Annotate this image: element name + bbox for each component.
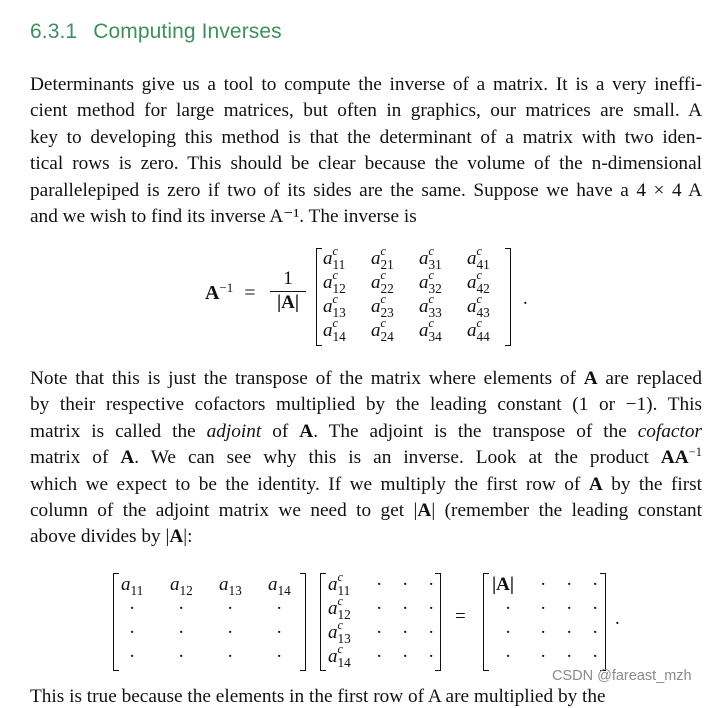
dot-entry: · bbox=[376, 574, 383, 595]
dot-entry: · bbox=[129, 622, 136, 643]
left-bracket bbox=[320, 573, 326, 671]
dot-entry: · bbox=[178, 598, 185, 619]
text-line: tical rows is zero. This should be clear because the volume of the n-dimensional bbox=[30, 153, 702, 175]
right-bracket bbox=[435, 573, 441, 671]
dot-entry: · bbox=[540, 622, 547, 643]
dot-entry: · bbox=[592, 598, 599, 619]
dot-entry: · bbox=[566, 646, 573, 667]
section-heading bbox=[30, 20, 282, 44]
right-bracket bbox=[300, 573, 306, 671]
dot-entry: · bbox=[428, 574, 435, 595]
dot-entry: · bbox=[178, 646, 185, 667]
matrix-cell: a c $_{43}$ bbox=[467, 291, 490, 320]
matrix-cell: a c $_{11}$ bbox=[323, 243, 346, 272]
matrix-cell: $a_{12}$ bbox=[170, 574, 193, 598]
matrix-cell: a c $_{23}$ bbox=[371, 291, 394, 320]
matrix-cell: a c $_{13}$ bbox=[323, 291, 346, 320]
dot-entry: · bbox=[376, 622, 383, 643]
dot-entry: · bbox=[227, 622, 234, 643]
dot-entry: · bbox=[227, 598, 234, 619]
dot-entry: · bbox=[540, 646, 547, 667]
matrix-cell: $a_{11}$ bbox=[121, 574, 144, 598]
dot-entry: · bbox=[592, 622, 599, 643]
dot-entry: · bbox=[129, 598, 136, 619]
matrix-cell: a c $_{21}$ bbox=[371, 243, 394, 272]
matrix-cell: a c $_{32}$ bbox=[419, 267, 442, 296]
dot-entry: · bbox=[540, 574, 547, 595]
dot-entry: · bbox=[402, 598, 409, 619]
right-bracket bbox=[505, 248, 511, 346]
right-bracket bbox=[600, 573, 606, 671]
matrix-cell: a c $_{33}$ bbox=[419, 291, 442, 320]
matrix-cell: a c $_{12}$ bbox=[328, 593, 351, 622]
matrix-cell: a c $_{24}$ bbox=[371, 315, 394, 344]
dot-entry: · bbox=[402, 574, 409, 595]
section-number: 6.3.1 bbox=[30, 20, 78, 43]
matrix-cell: a c $_{31}$ bbox=[419, 243, 442, 272]
dot-entry: · bbox=[540, 598, 547, 619]
matrix-cell: a c $_{14}$ bbox=[323, 315, 346, 344]
text-line: key to developing this method is that the determinant of a matrix with two iden- bbox=[30, 126, 702, 148]
dot-entry: · bbox=[566, 598, 573, 619]
matrix-cell: a c $_{44}$ bbox=[467, 315, 490, 344]
text-line: Note that this is just the transpose of the matrix where elements of A are replaced bbox=[30, 368, 702, 389]
text-line: matrix of A. We can see why this is an inverse. Look at the product $AA^{-1}$ bbox=[30, 445, 702, 469]
dot-entry: · bbox=[276, 598, 283, 619]
dot-entry: · bbox=[227, 646, 234, 667]
dot-entry: · bbox=[428, 622, 435, 643]
matrix-cell: a c $_{14}$ bbox=[328, 641, 351, 670]
left-bracket bbox=[316, 248, 322, 346]
dot-entry: · bbox=[592, 646, 599, 667]
dot-entry: · bbox=[566, 574, 573, 595]
matrix-cell: $a_{13}$ bbox=[219, 574, 242, 598]
text-line: cient method for large matrices, but often in graphics, our matrices are small. A bbox=[30, 100, 702, 122]
dot-entry: · bbox=[129, 646, 136, 667]
section-title: Computing Inverses bbox=[93, 20, 282, 43]
dot-entry: · bbox=[178, 622, 185, 643]
matrix-cell: $a_{14}$ bbox=[268, 574, 291, 598]
matrix-cell: a c $_{22}$ bbox=[371, 267, 394, 296]
text-line: Determinants give us a tool to compute the inverse of a matrix. It is a very ineffi- bbox=[30, 74, 702, 95]
dot-entry: · bbox=[276, 646, 283, 667]
fraction-one-over-det: $\frac{1}{|A|}$ bbox=[270, 268, 306, 314]
dot-entry: · bbox=[428, 646, 435, 667]
matrix-cell: a c $_{11}$ bbox=[328, 569, 351, 598]
text-line: and we wish to find its inverse A⁻¹. The inverse is bbox=[30, 205, 417, 227]
dot-entry: · bbox=[592, 574, 599, 595]
matrix-cell: a c $_{42}$ bbox=[467, 267, 490, 296]
matrix-cell: a c $_{13}$ bbox=[328, 617, 351, 646]
left-bracket bbox=[483, 573, 489, 671]
text-line: parallelepiped is zero if two of its sides are the same. Suppose we have a 4 × 4 A bbox=[30, 179, 702, 201]
dot-entry: · bbox=[505, 646, 512, 667]
watermark: CSDN @fareast_mzh bbox=[552, 668, 692, 684]
text-line: column of the adjoint matrix we need to get |A| (remember the leading constant bbox=[30, 499, 702, 521]
text-line: by their respective cofactors multiplied by the leading constant (1 or −1). This bbox=[30, 394, 702, 416]
dot-entry: · bbox=[402, 646, 409, 667]
paragraph-adjoint bbox=[30, 366, 702, 551]
text-line: matrix is called the adjoint of A. The adjoint is the transpose of the cofactor bbox=[30, 420, 702, 442]
matrix-cell: a c $_{12}$ bbox=[323, 267, 346, 296]
equation-lhs: $A^{-1}$ = bbox=[205, 279, 256, 304]
cut-off-line: This is true because the elements in the first row of A are multiplied by the bbox=[30, 686, 606, 707]
dot-entry: · bbox=[428, 598, 435, 619]
dot-entry: · bbox=[402, 622, 409, 643]
matrix-cell: a c $_{41}$ bbox=[467, 243, 490, 272]
dot-entry: · bbox=[505, 622, 512, 643]
dot-entry: · bbox=[505, 598, 512, 619]
paragraph-determinants bbox=[30, 72, 702, 230]
dot-entry: · bbox=[276, 622, 283, 643]
matrix-cell: a c $_{34}$ bbox=[419, 315, 442, 344]
text-line: which we expect to be the identity. If we multiply the first row of A by the first bbox=[30, 473, 703, 495]
left-bracket bbox=[113, 573, 119, 671]
dot-entry: · bbox=[376, 646, 383, 667]
dot-entry: · bbox=[376, 598, 383, 619]
text-line: above divides by |A|: bbox=[30, 526, 193, 548]
determinant-entry: |A| bbox=[492, 574, 515, 595]
dot-entry: · bbox=[566, 622, 573, 643]
